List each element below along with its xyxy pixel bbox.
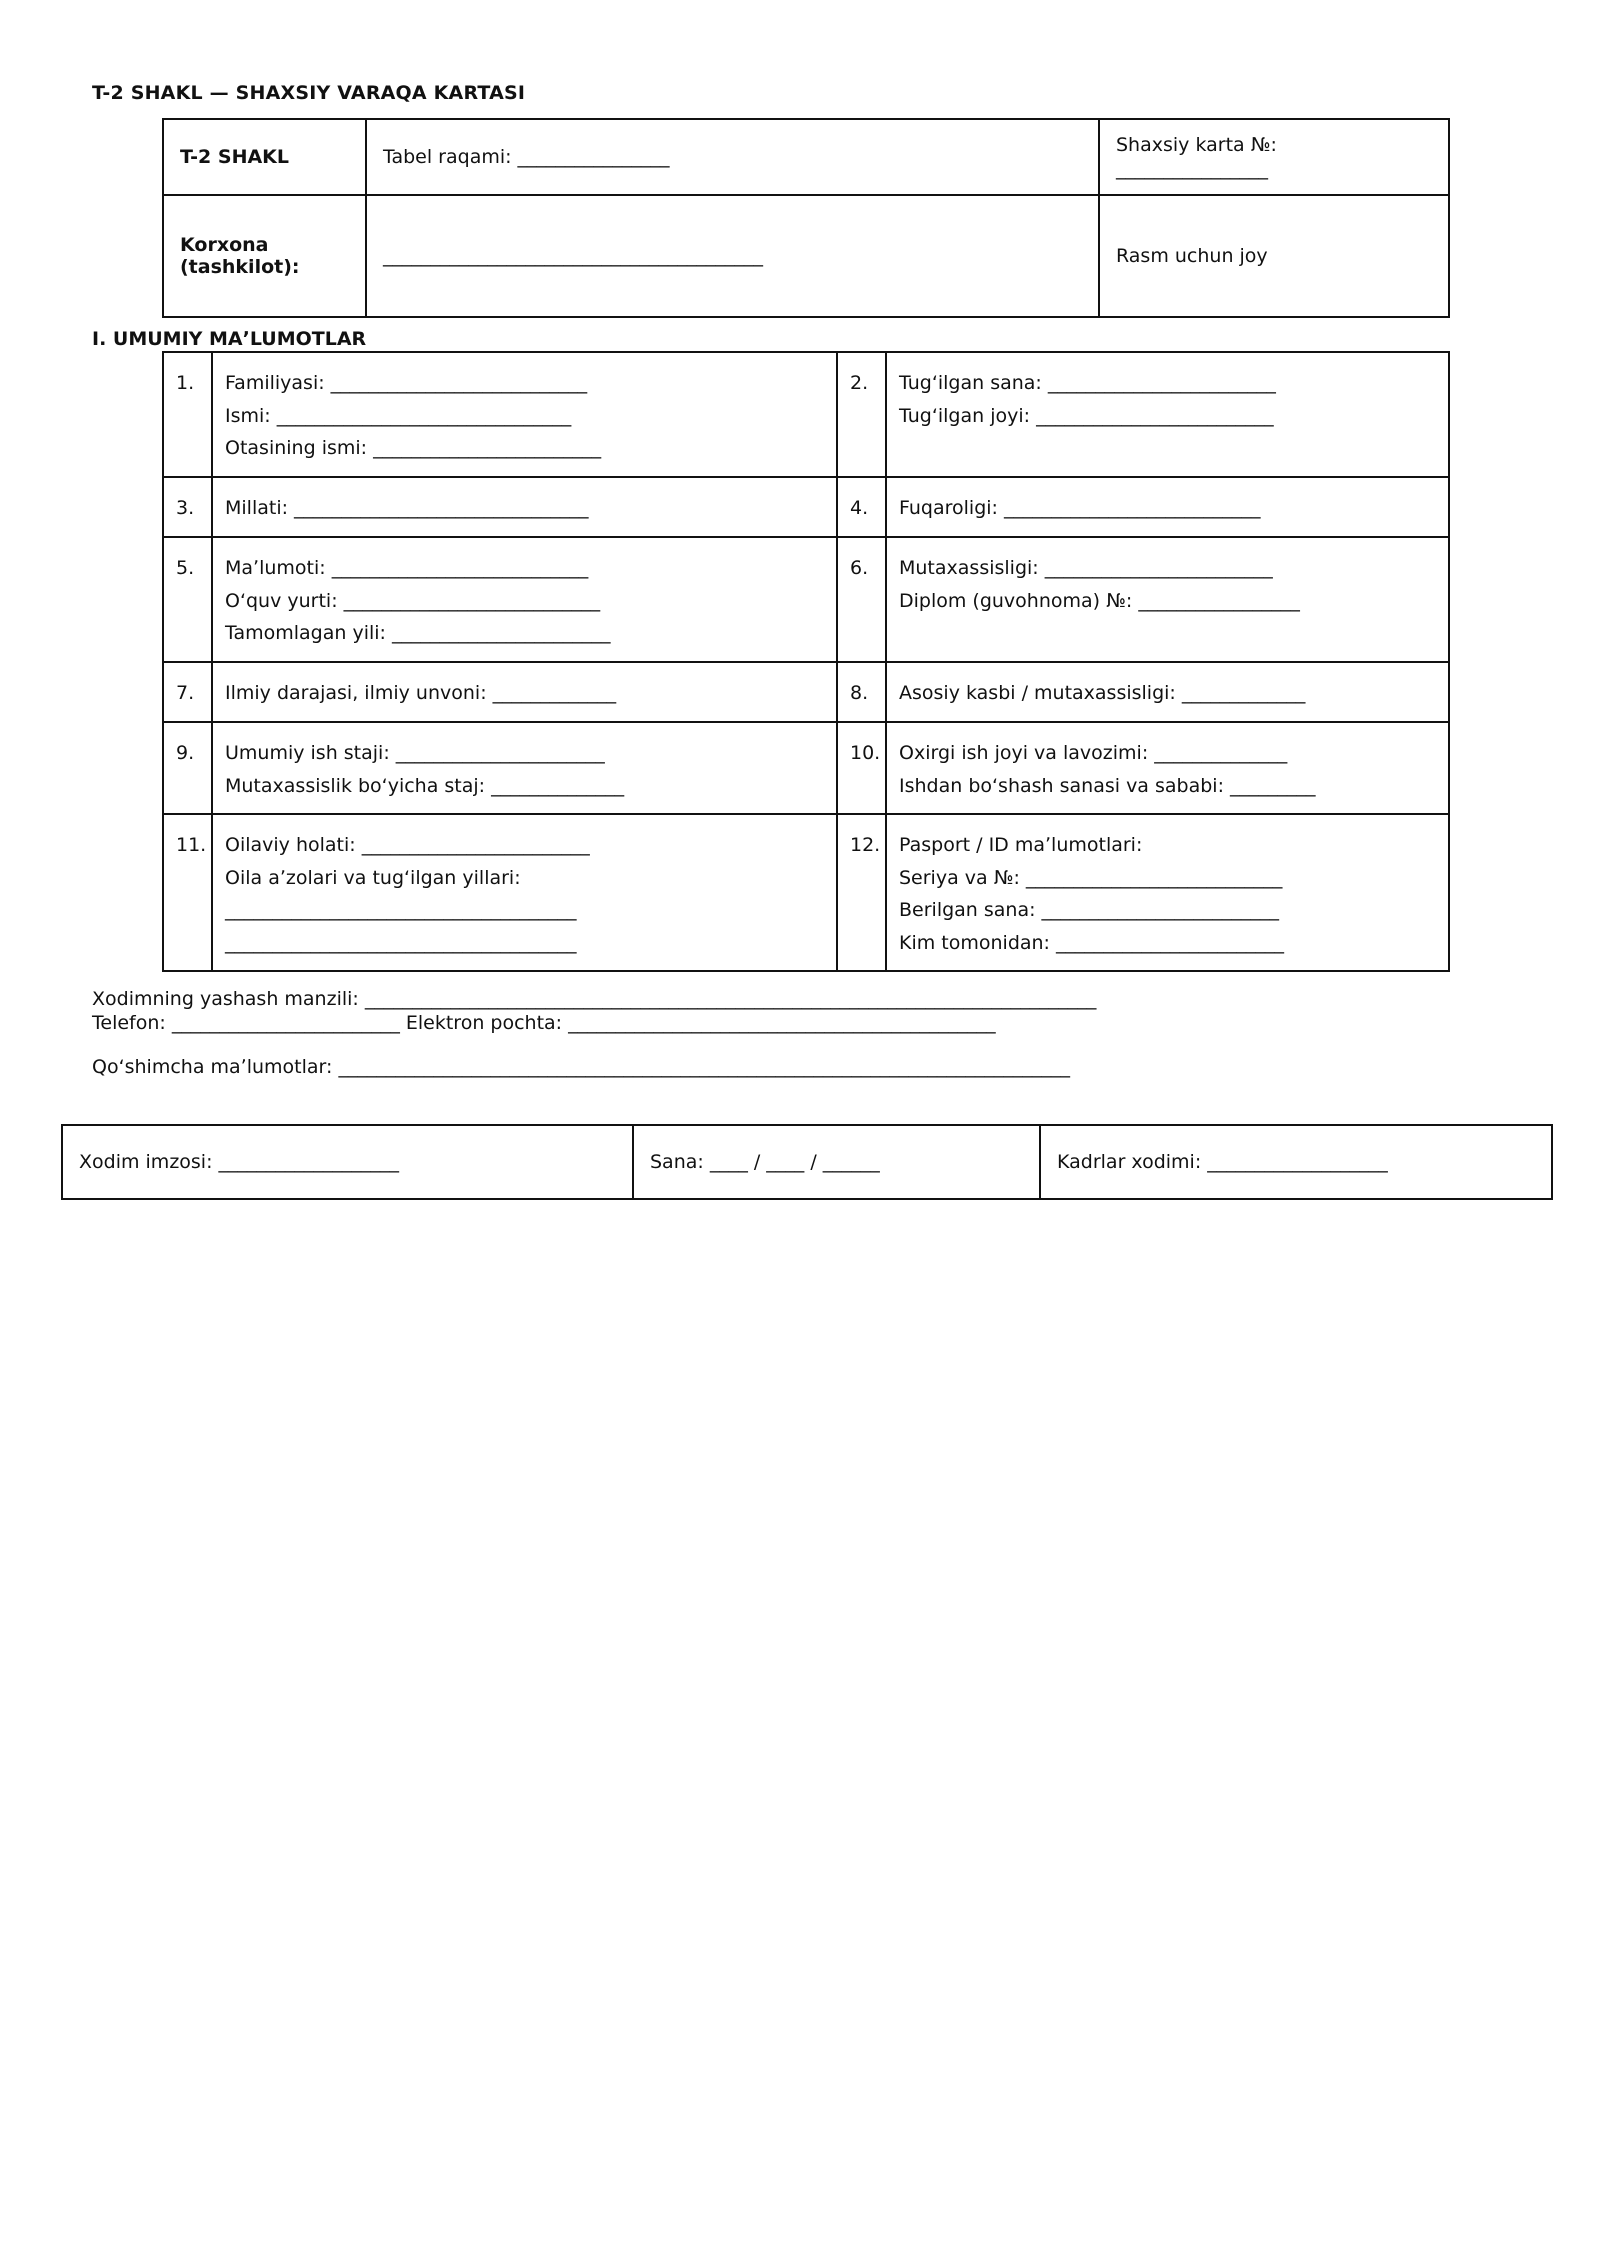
item-number: 1. <box>163 352 212 477</box>
item-number: 11. <box>163 814 212 971</box>
item-number: 10. <box>837 722 886 814</box>
item-number: 7. <box>163 662 212 722</box>
item-number: 6. <box>837 537 886 662</box>
passport-fields[interactable]: Pasport / ID maʼlumotlari: Seriya va №: ___________________________ Berilgan sana: _________________________ Kim tomonidan: ________________________ <box>886 814 1449 971</box>
last-job-fields[interactable]: Oxirgi ish joyi va lavozimi: ______________ Ishdan boʻshash sanasi va sababi: _________ <box>886 722 1449 814</box>
nationality-field[interactable]: Millati: _______________________________ <box>212 477 837 537</box>
fullname-fields[interactable]: Familiyasi: ___________________________ Ismi: _______________________________ Otasining ismi: ________________________ <box>212 352 837 477</box>
card-number-cell[interactable] <box>1099 119 1449 195</box>
item-number: 9. <box>163 722 212 814</box>
education-fields[interactable]: Maʼlumoti: ___________________________ Oʻquv yurti: ___________________________ Tamomlagan yili: _______________________ <box>212 537 837 662</box>
birth-fields[interactable]: Tugʻilgan sana: ________________________ Tugʻilgan joyi: _________________________ <box>886 352 1449 477</box>
table-row <box>163 352 1449 477</box>
academic-degree-field[interactable]: Ilmiy darajasi, ilmiy unvoni: _____________ <box>212 662 837 722</box>
phone-email-field[interactable]: Telefon: ________________________ Elektron pochta: _____________________________________________ <box>92 1012 996 1034</box>
main-profession-field[interactable]: Asosiy kasbi / mutaxassisligi: _____________ <box>886 662 1449 722</box>
general-info-table <box>162 351 1450 972</box>
table-row <box>163 814 1449 971</box>
card-number-label: Shaxsiy karta №: <box>1116 134 1277 156</box>
family-fields[interactable]: Oilaviy holati: ________________________ Oila aʼzolari va tugʻilgan yillari: _____________________________________ _____________________________________ <box>212 814 837 971</box>
item-number: 8. <box>837 662 886 722</box>
item-number: 4. <box>837 477 886 537</box>
table-row <box>163 722 1449 814</box>
employee-signature-field[interactable]: Xodim imzosi: ___________________ <box>62 1125 633 1199</box>
header-table <box>162 118 1450 318</box>
organization-label: Korxona (tashkilot): <box>163 195 366 317</box>
photo-placeholder: Rasm uchun joy <box>1099 195 1449 317</box>
hr-officer-field[interactable]: Kadrlar xodimi: ___________________ <box>1040 1125 1552 1199</box>
date-field[interactable]: Sana: ____ / ____ / ______ <box>633 1125 1040 1199</box>
item-number: 2. <box>837 352 886 477</box>
tabel-field[interactable]: Tabel raqami: ________________ <box>366 119 1099 195</box>
form-label: T-2 SHAKL <box>163 119 366 195</box>
table-row <box>163 537 1449 662</box>
form-title: T-2 SHAKL — SHAXSIY VARAQA KARTASI <box>92 82 526 104</box>
table-row <box>163 662 1449 722</box>
item-number: 3. <box>163 477 212 537</box>
item-number: 12. <box>837 814 886 971</box>
signature-table <box>61 1124 1553 1200</box>
item-number: 5. <box>163 537 212 662</box>
extra-info-field[interactable]: Qoʻshimcha maʼlumotlar: _____________________________________________________________________________ <box>92 1056 1070 1078</box>
address-field[interactable]: Xodimning yashash manzili: _____________________________________________________________________________ <box>92 988 1097 1010</box>
specialty-fields[interactable]: Mutaxassisligi: ________________________ Diplom (guvohnoma) №: _________________ <box>886 537 1449 662</box>
work-experience-fields[interactable]: Umumiy ish staji: ______________________ Mutaxassislik boʻyicha staj: ______________ <box>212 722 837 814</box>
organization-field[interactable]: ________________________________________ <box>366 195 1099 317</box>
table-row <box>163 477 1449 537</box>
card-number-blank[interactable]: ________________ <box>1116 158 1268 180</box>
citizenship-field[interactable]: Fuqaroligi: ___________________________ <box>886 477 1449 537</box>
section-general-info-title: I. UMUMIY MAʼLUMOTLAR <box>92 328 367 350</box>
